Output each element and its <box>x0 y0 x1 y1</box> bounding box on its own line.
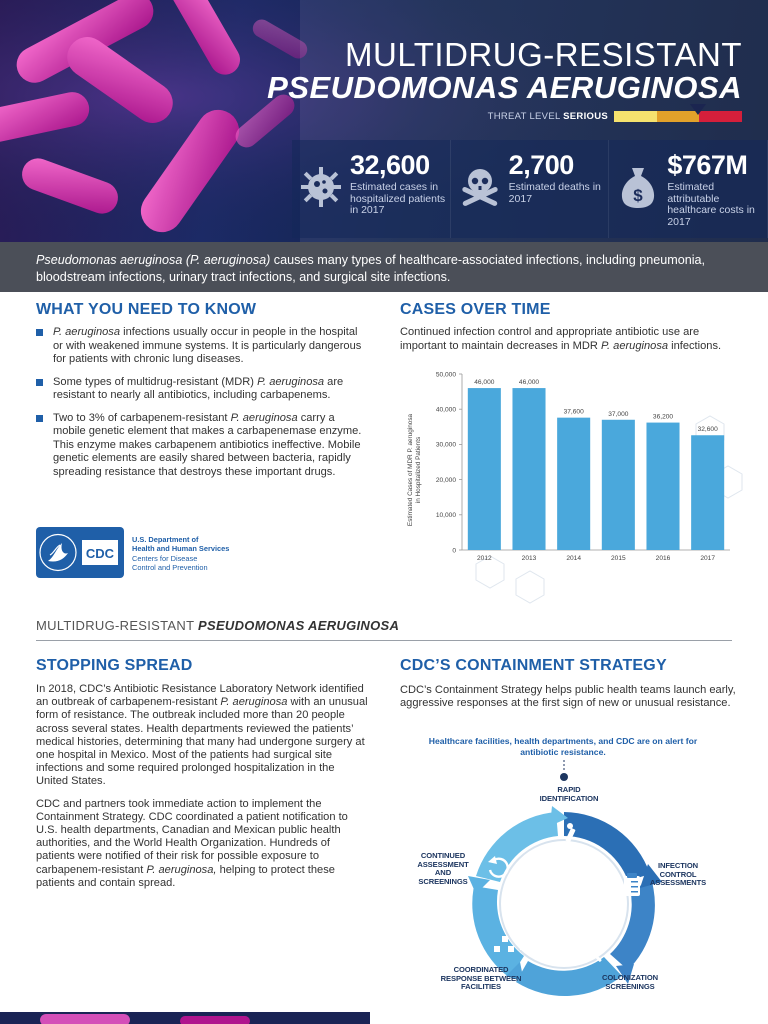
intro-strip <box>0 242 768 292</box>
cases-over-time-heading: CASES OVER TIME <box>400 301 551 318</box>
chart-bar-2015 <box>602 420 635 550</box>
stat-cases-desc: Estimated cases in hospitalized patients in 2017 <box>350 181 446 216</box>
cycle-step-continued-assessment: CONTINUED ASSESSMENT AND SCREENINGS <box>417 851 469 886</box>
stat-deaths-value: 2,700 <box>508 150 574 180</box>
clipboard-checklist-icon <box>624 873 640 896</box>
stopping-spread-paragraph-1: In 2018, CDC’s Antibiotic Resistance Laboratory Network identified an outbreak of carbapenem-resistant P. aeruginosa with an unusual form of resistance. The outbreak included more than 20 people across several states. Health departments reviewed the patients’ medical histories, determining that many had undergone surgery at one hospital in Mexico. Most of the patients had surgical site infections and some required prolonged hospitalization in the United States. <box>36 683 368 788</box>
cases-bar-chart <box>396 364 746 604</box>
magnifier-icon <box>586 944 602 963</box>
stat-costs-value: $767M <box>667 150 748 180</box>
chart-y-tick-label: 20,000 <box>435 476 456 484</box>
threat-bar-segment-concerning <box>614 111 657 122</box>
cycle-step-rapid-identification: RAPID IDENTIFICATION <box>539 785 599 803</box>
chart-y-tick-label: 30,000 <box>435 441 456 449</box>
hhs-cdc-logo[interactable] <box>36 527 124 578</box>
cycle-step-coordinated-response: COORDINATED RESPONSE BETWEEN FACILITIES <box>440 965 522 992</box>
stat-deaths-desc: Estimated deaths in 2017 <box>508 181 601 205</box>
stat-cases <box>292 140 451 238</box>
hero-banner <box>0 0 768 242</box>
stat-cases-value: 32,600 <box>350 150 430 180</box>
chart-y-tick-label: 40,000 <box>435 406 456 414</box>
chart-ylabel-line1: Estimated Cases of MDR P. aeruginosa <box>407 413 414 527</box>
chart-x-tick-label: 2013 <box>521 555 537 562</box>
know-bullet-list <box>36 326 368 488</box>
chart-data-label: 37,600 <box>563 408 584 416</box>
threat-level-pointer <box>690 104 706 115</box>
threat-level-label: THREAT LEVEL SERIOUS <box>487 110 608 122</box>
chart-x-tick-label: 2014 <box>566 555 582 562</box>
stopping-spread-paragraph-2: CDC and partners took immediate action to implement the Containment Strategy. CDC coordinated a patient notification to U.S. health departments, Canadian and Mexican public health authorities, and the World Health Organization. Hundreds of patients were notified of their risk for possible exposure to carbapenem-resistant P. aeruginosa, helping to protect these patients and contain spread. <box>36 797 348 889</box>
chart-y-tick-label: 10,000 <box>435 512 456 520</box>
chart-bar-2017 <box>691 435 724 550</box>
section-divider <box>36 640 732 641</box>
containment-strategy-heading: CDC’S CONTAINMENT STRATEGY <box>400 657 667 674</box>
stat-costs-desc: Estimated attributable healthcare costs in 2017 <box>667 181 755 228</box>
chart-data-label: 46,000 <box>518 379 540 387</box>
svg-text:$: $ <box>633 186 644 205</box>
stats-row <box>292 140 768 238</box>
chart-x-tick-label: 2015 <box>610 555 626 562</box>
threat-level-bar <box>614 111 742 122</box>
cycle-step-infection-control: INFECTION CONTROL ASSESSMENTS <box>649 861 707 888</box>
chart-x-tick-label: 2012 <box>476 555 492 562</box>
chart-y-tick-label: 0 <box>452 547 456 555</box>
cdc-logo-text: CDC <box>85 546 115 561</box>
hhs-cdc-text: U.S. Department of Health and Human Services Centers for Disease Control and Prevention <box>132 535 230 572</box>
chart-x-tick-label: 2017 <box>700 555 716 562</box>
hero-title-line1: MULTIDRUG-RESISTANT <box>345 36 742 73</box>
chart-ylabel-line2: in Hospitalized Patients <box>415 436 422 504</box>
cases-over-time-desc: Continued infection control and appropriate antibiotic use are important to maintain decreases in MDR P. aeruginosa infections. <box>400 326 722 352</box>
money-bag-icon <box>615 164 661 210</box>
list-item: Two to 3% of carbapenem-resistant P. aeruginosa carry a mobile genetic element that makes a carbapenemase enzyme. This enzyme makes carbapenem antibiotics ineffective. Mobile genetic elements are easily shared between bacteria, rapidly spreading resistance that destroys these important drugs. <box>36 412 368 480</box>
what-you-need-to-know-heading: WHAT YOU NEED TO KNOW <box>36 301 257 318</box>
chart-data-label: 46,000 <box>474 379 495 387</box>
section-subtitle: MULTIDRUG-RESISTANT PSEUDOMONAS AERUGINOSA <box>36 618 400 633</box>
stat-deaths <box>451 140 610 238</box>
footer-bacteria-strip <box>0 1012 768 1024</box>
hero-title-line2: PSEUDOMONAS AERUGINOSA <box>267 70 742 105</box>
chart-bar-2016 <box>646 423 679 550</box>
hhs-eagle-icon <box>36 527 124 578</box>
intro-text: Pseudomonas aeruginosa (P. aeruginosa) causes many types of healthcare-associated infections, including pneumonia, bloodstream infections, urinary tract infections, and surgical site infections. <box>36 253 706 284</box>
list-item: Some types of multidrug-resistant (MDR) P. aeruginosa are resistant to nearly all antibiotics, including carbapenems. <box>36 376 368 403</box>
threat-level-value: SERIOUS <box>563 110 608 122</box>
chart-y-tick-label: 50,000 <box>435 371 456 379</box>
chart-bar-2013 <box>512 388 545 550</box>
stopping-spread-heading: STOPPING SPREAD <box>36 657 193 674</box>
stat-costs <box>609 140 768 238</box>
cycle-step-colonization-screenings: COLONIZATION SCREENINGS <box>601 973 659 991</box>
stopping-spread-body <box>36 683 368 899</box>
chart-data-label: 32,600 <box>697 426 718 434</box>
chart-data-label: 36,200 <box>652 413 674 421</box>
list-item: P. aeruginosa infections usually occur in people in the hospital or with weakened immune systems. It is particularly dangerous for patients with chronic lung diseases. <box>36 326 368 367</box>
alert-dot <box>560 773 568 781</box>
chart-bar-2014 <box>557 418 590 550</box>
bacteria-icon <box>298 164 344 210</box>
chart-data-label: 37,000 <box>608 410 629 418</box>
containment-strategy-desc: CDC’s Containment Strategy helps public health teams launch early, aggressive responses at the first sign of new or unusual resistance. <box>400 684 736 710</box>
skull-crossbones-icon <box>457 164 503 210</box>
containment-alert-text: Healthcare facilities, health departments, and CDC are on alert for antibiotic resistance. <box>428 736 698 757</box>
chart-x-tick-label: 2016 <box>655 555 671 562</box>
chart-bar-2012 <box>468 388 501 550</box>
